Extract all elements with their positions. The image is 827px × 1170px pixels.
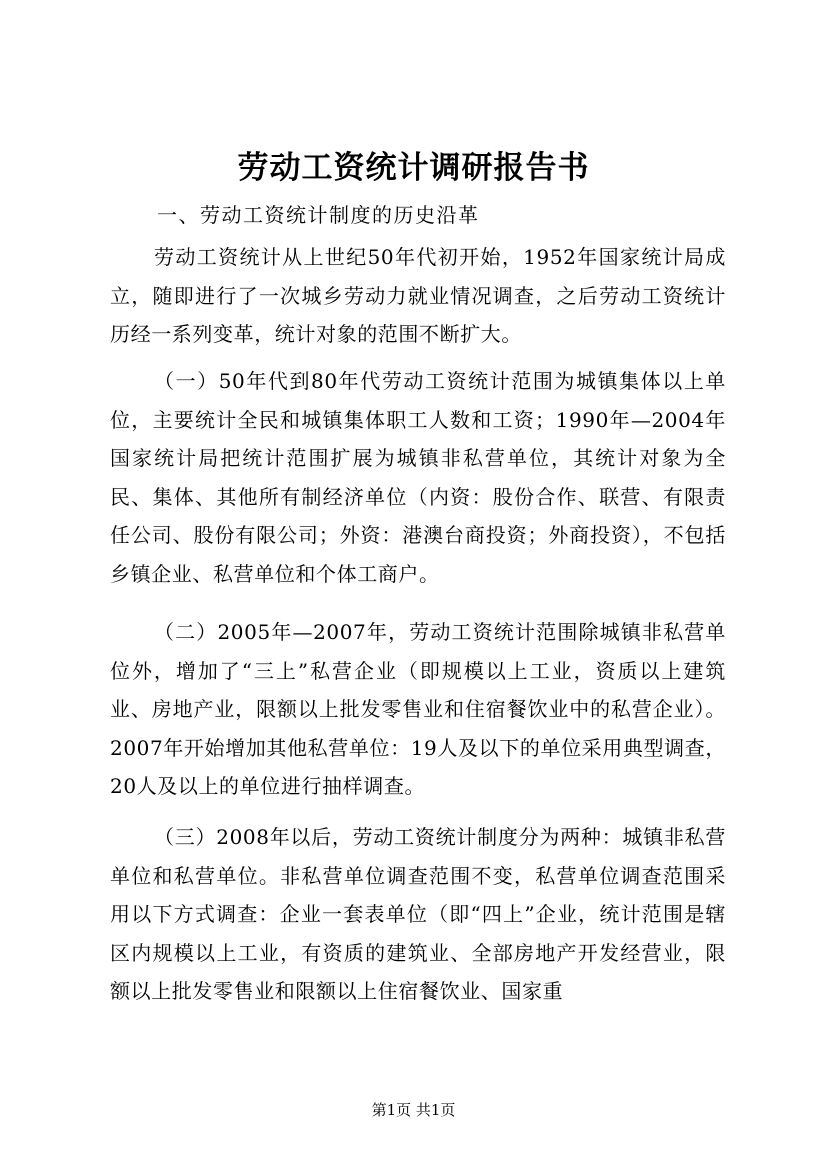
page-footer: 第1页 共1页 bbox=[371, 1101, 456, 1119]
paragraph: （三）2008年以后，劳动工资统计制度分为两种：城镇非私营单位和私营单位。非私营单位调查范围不变，私营单位调查范围采用以下方式调查：企业一套表单位（即“四上”企业，统计范围是辖区内规模以上工业，有资质的建筑业、全部房地产开发经营业，限额以上批发零售业和限额以上住宿餐饮业、国家重 bbox=[110, 825, 726, 1003]
paragraph: （一）50年代到80年代劳动工资统计范围为城镇集体以上单位，主要统计全民和城镇集体职工人数和工资；1990年—2004年国家统计局把统计范围扩展为城镇非私营单位，其统计对象为全民、集体、其他所有制经济单位（内资：股份合作、联营、有限责任公司、股份有限公司；外资：港澳台商投资；外商投资），不包括乡镇企业、私营单位和个体工商户。 bbox=[110, 369, 726, 586]
document-title: 劳动工资统计调研报告书 bbox=[237, 150, 590, 186]
paragraph: （二）2005年—2007年，劳动工资统计范围除城镇非私营单位外，增加了“三上”私营企业（即规模以上工业，资质以上建筑业、房地产业，限额以上批发零售业和住宿餐饮业中的私营企业）。2007年开始增加其他私营单位：19人及以下的单位采用典型调查，20人及以上的单位进行抽样调查。 bbox=[110, 620, 726, 798]
paragraph: 劳动工资统计从上世纪50年代初开始，1952年国家统计局成立，随即进行了一次城乡劳动力就业情况调查，之后劳动工资统计历经一系列变革，统计对象的范围不断扩大。 bbox=[110, 245, 726, 346]
section-heading: 一、劳动工资统计制度的历史沿革 bbox=[157, 203, 480, 227]
